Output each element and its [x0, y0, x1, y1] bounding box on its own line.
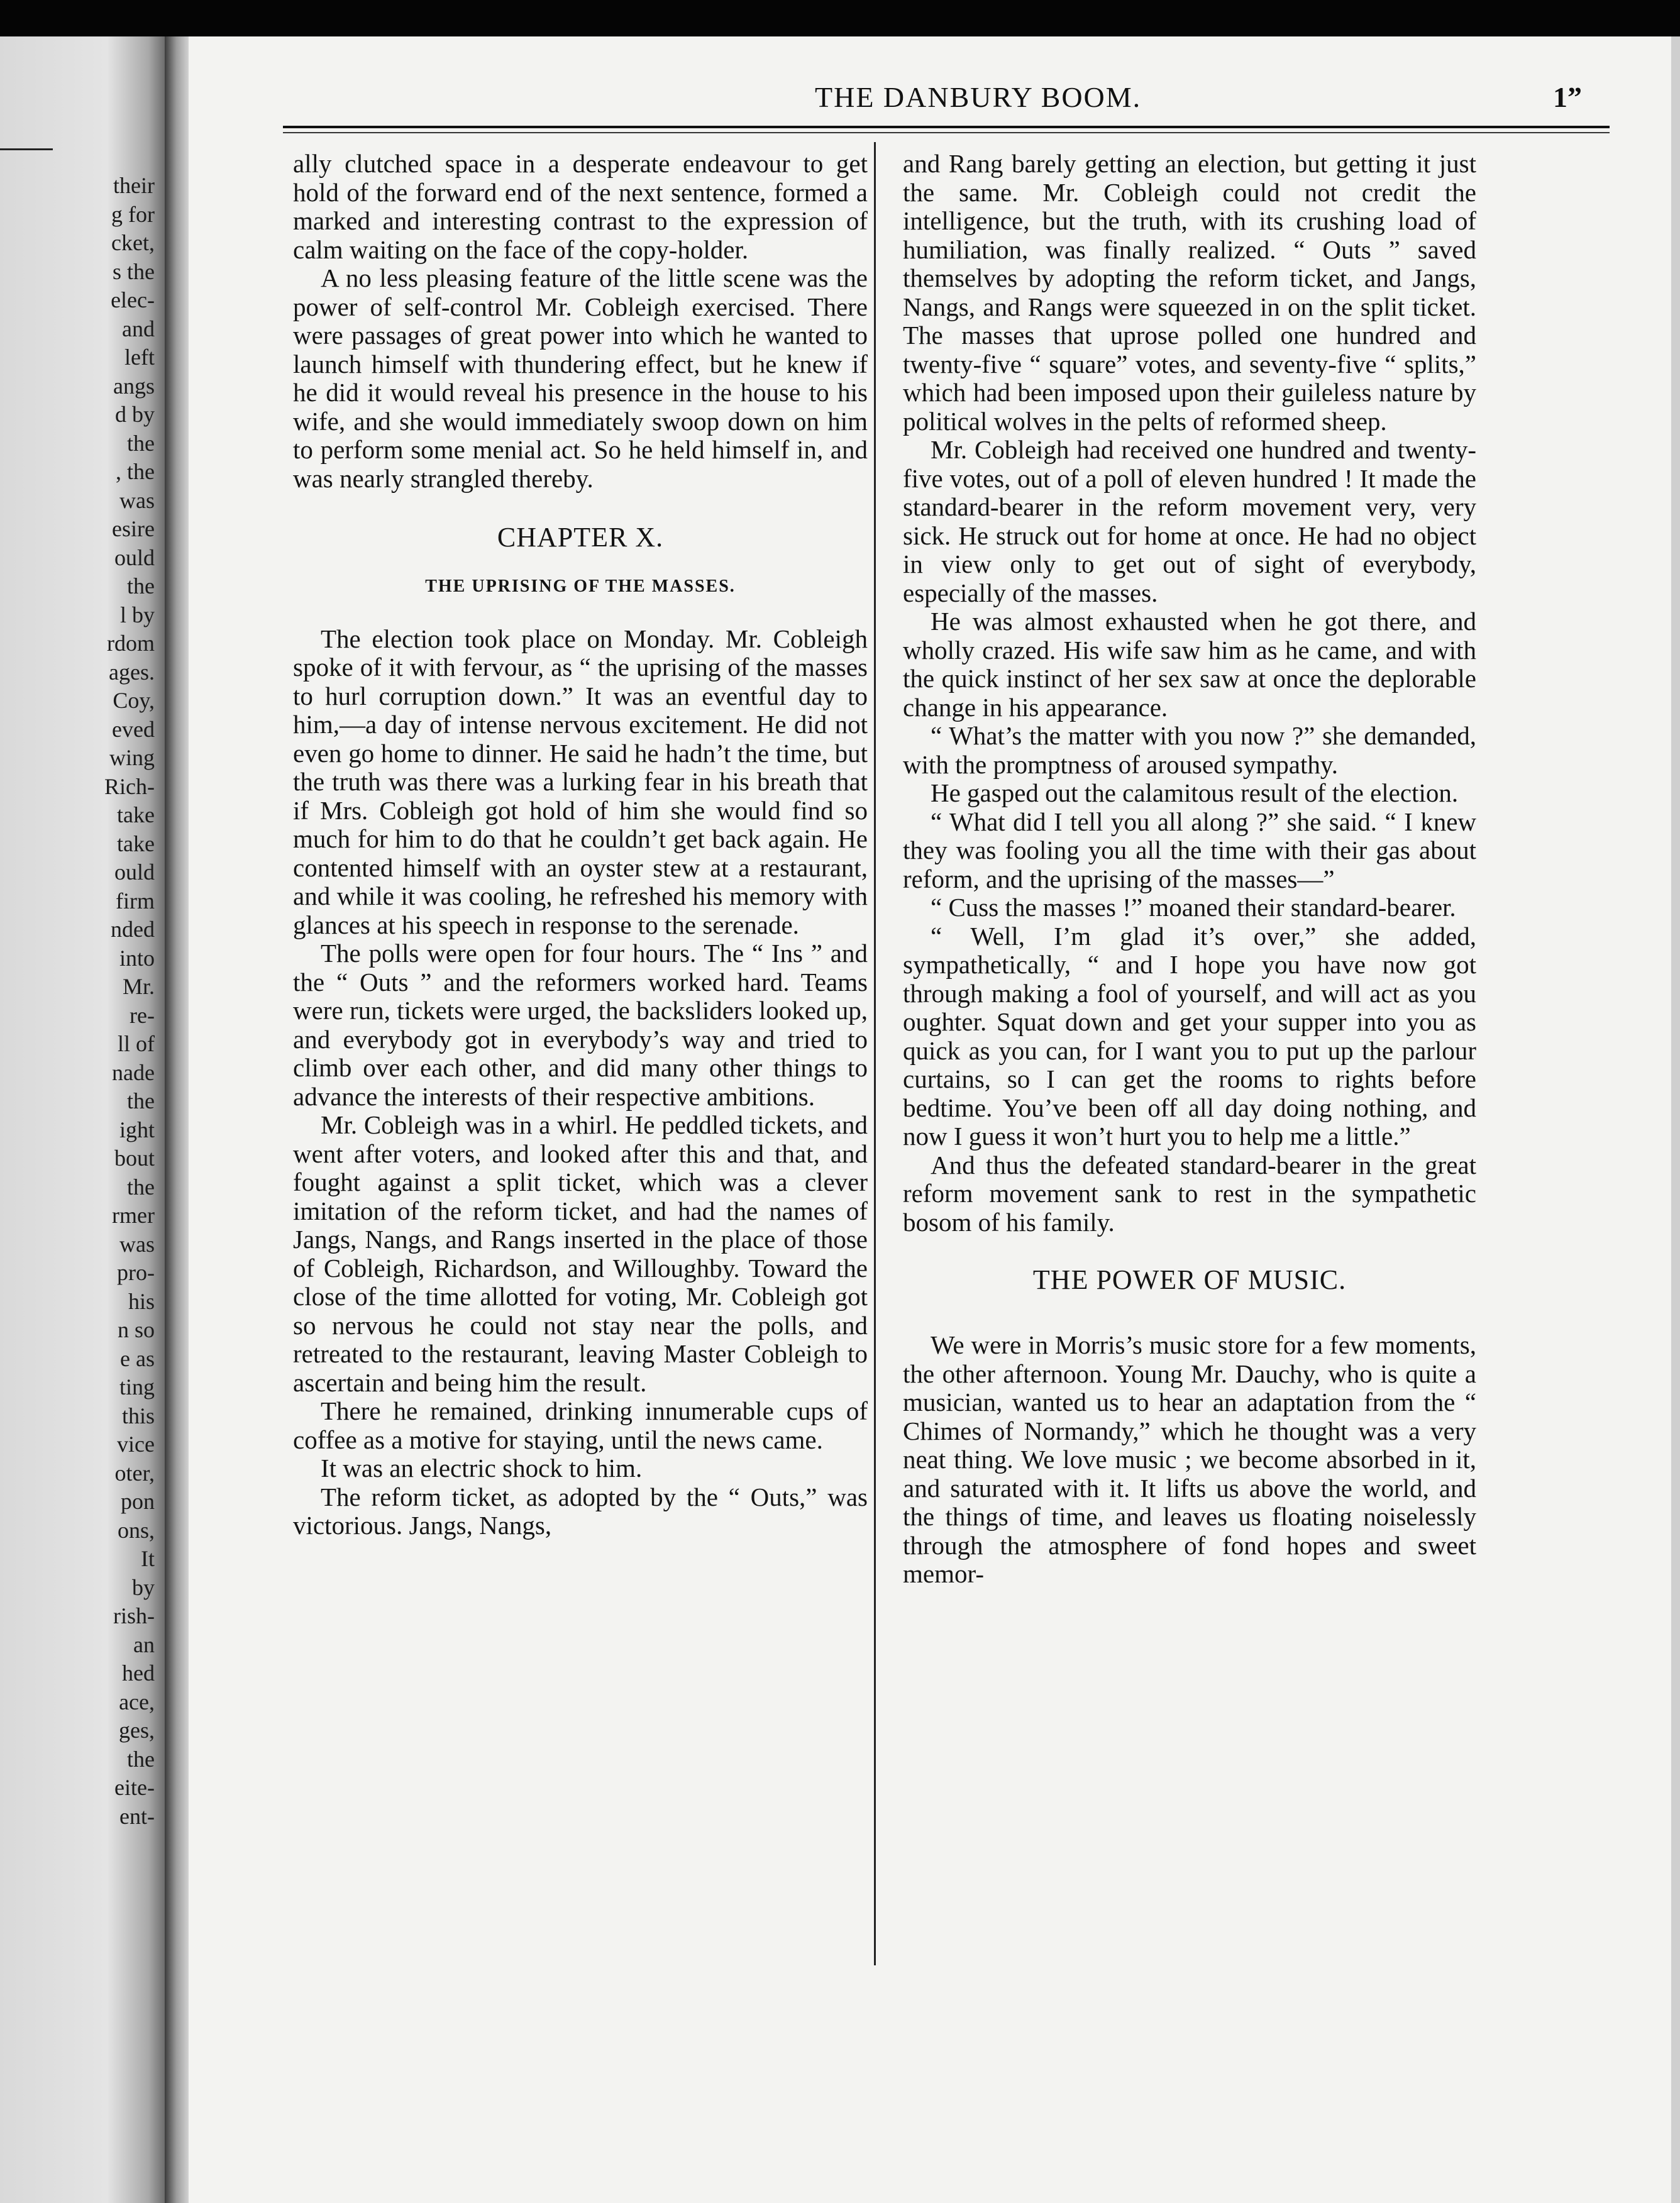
previous-page-fragment: It: [141, 1546, 155, 1571]
paragraph: There he remained, drinking innumerable cups of coffee as a motive for staying, until the news came.: [293, 1396, 868, 1454]
left-column: [293, 150, 868, 1540]
previous-page-fragment: wing: [109, 745, 155, 770]
previous-page-fragment: rdom: [107, 631, 155, 656]
paragraph: He gasped out the calamitous result of the election.: [931, 778, 1459, 807]
previous-page-fragment: pon: [121, 1489, 155, 1514]
previous-page-fragment: into: [119, 945, 155, 971]
previous-page-fragment: ages.: [109, 659, 155, 685]
previous-page-fragment: eite-: [114, 1775, 155, 1800]
previous-page-fragment: was: [119, 487, 155, 513]
previous-page-fragment: nade: [112, 1059, 155, 1085]
previous-page-fragment: was: [119, 1231, 155, 1257]
previous-page-fragment: Rich-: [104, 773, 155, 799]
chapter-subtitle: THE UPRISING OF THE MASSES.: [425, 577, 736, 596]
previous-page-fragment: cket,: [111, 230, 155, 255]
previous-page-fragment: g for: [111, 201, 155, 227]
previous-page-fragment: ace,: [119, 1689, 155, 1714]
paragraph: The election took place on Monday. Mr. Cobleigh spoke of it with fervour, as “ the uprising of the masses to hurl corruption down.” It was an eventful day to him,—a day of intense nervous excitement. He did not even go home to dinner. He said he hadn’t the time, but the truth was there was a lurking fear in his breath that if Mrs. Cobleigh got hold of him she would find so much for him to do that he couldn’t get back again. He contented himself with an oyster stew at a restaurant, and while it was cooling, he refreshed his memory with glances at his speech in response to the serenade.: [293, 624, 868, 939]
previous-page-fragment: angs: [113, 373, 155, 399]
paragraph: The reform ticket, as adopted by the “ Outs,” was victorious. Jangs, Nangs,: [293, 1482, 868, 1540]
paragraph: ally clutched space in a desperate endeavour to get hold of the forward end of the next sentence, formed a marked and interesting contrast to the expression of calm waiting on the face of the copy-holder.: [293, 149, 868, 264]
previous-page-fragment: by: [132, 1574, 155, 1600]
previous-page-fragment: oter,: [114, 1460, 155, 1486]
previous-page-fragment: pro-: [117, 1260, 155, 1285]
previous-page-fragment: ight: [119, 1117, 155, 1142]
previous-page-fragment: n so: [117, 1317, 155, 1342]
paragraph: “ Cuss the masses !” moaned their standard-bearer.: [931, 893, 1456, 922]
column-divider: [874, 142, 876, 1965]
previous-page-fragment: left: [124, 345, 155, 370]
previous-page-fragment: ting: [119, 1374, 155, 1400]
previous-page-fragment: nded: [111, 917, 155, 942]
right-column: [903, 150, 1476, 1589]
running-head: [283, 80, 1610, 131]
previous-page-fragment: hed: [122, 1660, 155, 1686]
previous-page-fragment: bout: [114, 1146, 155, 1171]
paragraph: The polls were open for four hours. The “ Ins ” and the “ Outs ” and the reformers worked hard. Teams were run, tickets were urged, the backsliders looked up, and everybody got in everybody’s way and tried to climb over each other, and did many other things to advance the interests of their respective ambitions.: [293, 939, 868, 1111]
previous-page-fragment: vice: [117, 1432, 155, 1457]
page-number: 1ˮ: [1553, 81, 1582, 113]
previous-page-fragment: rish-: [113, 1603, 155, 1628]
article-title: THE POWER OF MUSIC.: [1032, 1264, 1347, 1295]
previous-page-fragment: their: [113, 173, 155, 198]
paragraph: and Rang barely getting an election, but getting it just the same. Mr. Cobleigh could not credit the intelligence, but the truth, with its crushing load of humiliation, was finally realized. “ Outs ” saved themselves by adopting the reform ticket, and Jangs, Nangs, and Rangs were squeezed in on the split ticket. The masses that uprose polled one hundred and twenty-five “ square” votes, and seventy-five “ splits,” which had been imposed upon their guileless nature by political wolves in the pelts of reformed sheep.: [903, 149, 1476, 436]
previous-page-fragment: the: [127, 573, 155, 599]
previous-page-fragment: Mr.: [122, 974, 155, 999]
previous-page-fragment: re-: [130, 1002, 155, 1028]
previous-page-fragment: the: [127, 430, 155, 456]
running-title: THE DANBURY BOOM.: [815, 81, 1142, 113]
paragraph: Mr. Cobleigh had received one hundred and twenty-five votes, out of a poll of eleven hundred ! It made the standard-bearer in the reform movement very, very sick. He struck out for home at once. He had no object in view only to get out of sight of everybody, especially of the masses.: [903, 435, 1476, 607]
paragraph: Mr. Cobleigh was in a whirl. He peddled tickets, and went after voters, and looked after this and that, and fought against a split ticket, which was a clever imitation of the reform ticket, and had the names of Jangs, Nangs, and Rangs inserted in the place of those of Cobleigh, Richardson, and Willoughby. Toward the close of the time allotted for voting, Mr. Cobleigh got so nervous he could not stay near the polls, and retreated to the restaurant, leaving Master Cobleigh to ascertain and being him the result.: [293, 1110, 868, 1397]
previous-page-fragment: firm: [116, 888, 155, 914]
paragraph: He was almost exhausted when he got there, and wholly crazed. His wife saw him as he came, and with the quick instinct of her sex saw at once the deplorable change in his appearance.: [903, 607, 1476, 722]
previous-page-fragment: ould: [114, 544, 155, 570]
paragraph: It was an electric shock to him.: [321, 1454, 643, 1482]
scan-border-top: [0, 0, 1680, 36]
previous-page-fragment: s the: [113, 258, 155, 284]
previous-page-fragment: the: [127, 1088, 155, 1113]
previous-page-fragment: the: [127, 1174, 155, 1200]
previous-page-fragment: ons,: [117, 1517, 155, 1543]
previous-page-rule: [0, 148, 53, 150]
chapter-title: CHAPTER X.: [497, 522, 664, 553]
previous-page-fragment: an: [133, 1632, 155, 1657]
previous-page-fragment: take: [117, 802, 155, 827]
previous-page-fragment: and: [122, 316, 155, 341]
previous-page-fragment: take: [117, 831, 155, 856]
previous-page-fragment: esire: [112, 516, 155, 541]
paragraph: We were in Morris’s music store for a few moments, the other afternoon. Young Mr. Dauchy, who is quite a musician, wanted us to hear an adaptation from the “ Chimes of Normandy,” which he thought was a very neat thing. We love music ; we become absorbed in it, and saturated with it. It lifts us above the world, and the things of time, and leaves us floating noiselessly through the atmosphere of fond hopes and sweet memor-: [903, 1330, 1476, 1588]
previous-page-fragment: rmer: [112, 1203, 155, 1228]
previous-page-fragment: elec-: [111, 287, 155, 312]
paragraph: “ Well, I’m glad it’s over,” she added, sympathetically, “ and I hope you have now got through making a fool of yourself, and will act as you oughter. Squat down and get your supper into you as quick as you can, for I want you to put up the parlour curtains, so I can get the rooms to rights before bedtime. You’ve been off all day doing nothing, and now I guess it won’t hurt you to help me a little.”: [903, 921, 1476, 1151]
previous-page-fragment: this: [121, 1403, 155, 1428]
page: [189, 36, 1680, 2203]
previous-page-edge: [0, 36, 165, 2203]
previous-page-fragment: e as: [120, 1345, 155, 1371]
paragraph: And thus the defeated standard-bearer in the great reform movement sank to rest in the sympathetic bosom of his family.: [903, 1150, 1476, 1237]
previous-page-fragment: the: [127, 1746, 155, 1772]
previous-page-fragment: his: [128, 1288, 155, 1314]
previous-page-fragment: ll of: [118, 1031, 155, 1056]
previous-page-fragment: l by: [119, 602, 155, 627]
paragraph: “ What did I tell you all along ?” she said. “ I knew they was fooling you all the time with their gas about reform, and the uprising of the masses—”: [903, 807, 1476, 893]
paragraph: “ What’s the matter with you now ?” she demanded, with the promptness of aroused sympathy.: [903, 721, 1476, 779]
page-right-edge: [1671, 36, 1680, 2203]
paragraph: A no less pleasing feature of the little scene was the power of self-control Mr. Cobleigh exercised. There were passages of great power into which he wanted to launch himself with thundering effect, but he knew if he did it would reveal his presence in the house to his wife, and she would immediately swoop down on him to perform some menial act. So he held himself in, and was nearly strangled thereby.: [293, 263, 868, 493]
previous-page-fragment: Coy,: [113, 688, 155, 713]
previous-page-fragment: ent-: [119, 1803, 155, 1829]
previous-page-fragment: eved: [112, 716, 155, 742]
header-rule-thick: [283, 126, 1610, 128]
header-rule-thin: [283, 132, 1610, 133]
previous-page-fragment: d by: [115, 402, 155, 427]
previous-page-fragment: ges,: [119, 1718, 155, 1743]
previous-page-fragment: ould: [114, 859, 155, 885]
previous-page-fragment: , the: [116, 459, 155, 484]
